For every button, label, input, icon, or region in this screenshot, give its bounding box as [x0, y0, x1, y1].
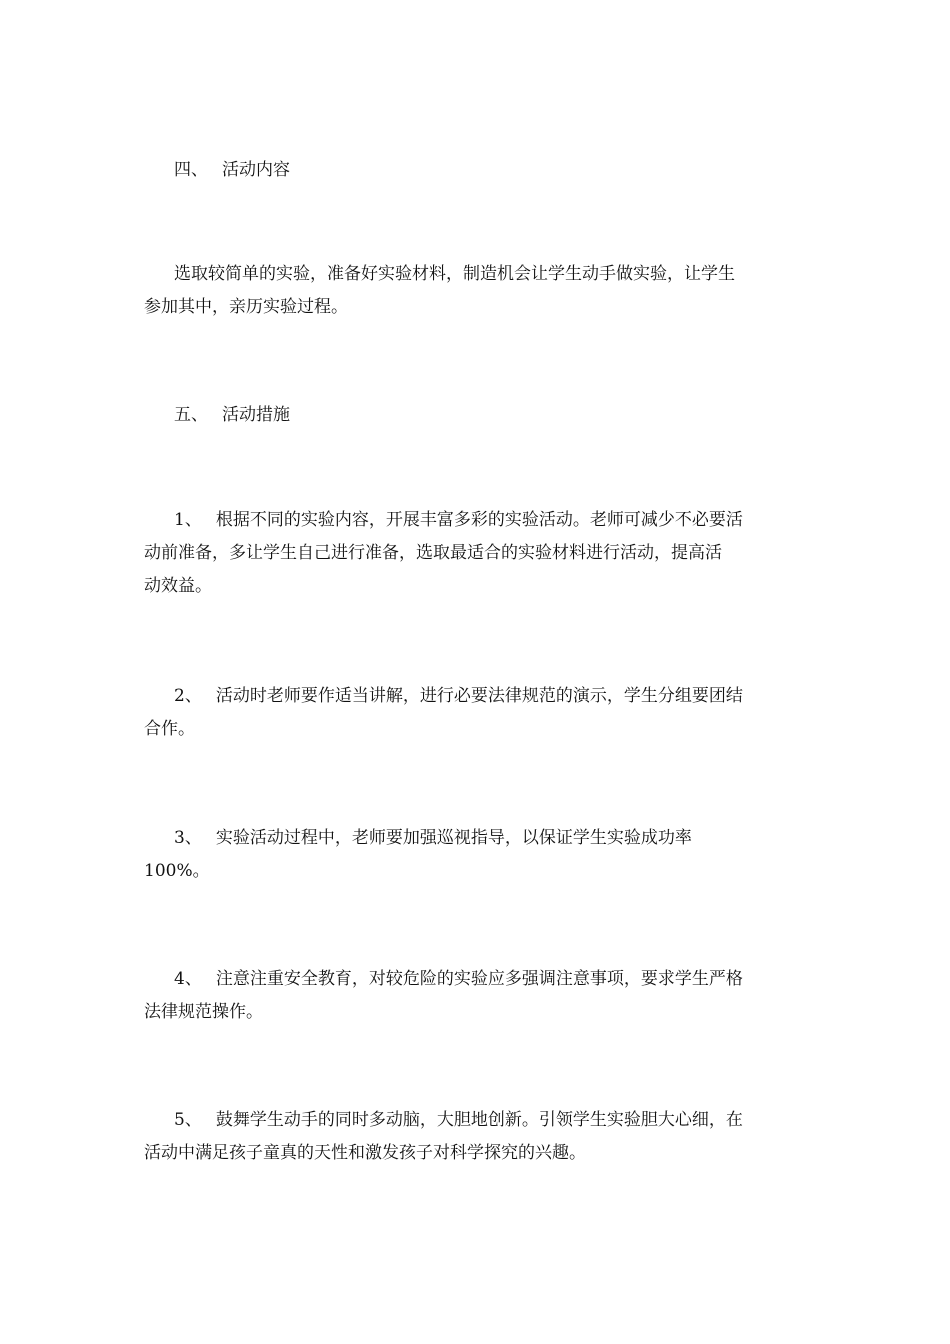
item-number: 2、 — [174, 686, 202, 706]
item-number: 3、 — [174, 828, 202, 848]
item-line: 活动中满足孩子童真的天性和激发孩子对科学探究的兴趣。 — [144, 1143, 586, 1163]
measure-item-4 — [144, 963, 808, 1029]
item-line: 根据不同的实验内容，开展丰富多彩的实验活动。老师可减少不必要活 — [215, 510, 743, 530]
item-number: 1、 — [174, 510, 202, 530]
measure-item-2 — [144, 680, 808, 746]
item-number: 5、 — [174, 1110, 202, 1130]
item-line: 合作。 — [144, 719, 195, 739]
measure-item-1 — [144, 504, 808, 603]
item-line: 注意注重安全教育，对较危险的实验应多强调注意事项，要求学生严格 — [215, 969, 743, 989]
item-number: 4、 — [174, 969, 202, 989]
item-line: 活动时老师要作适当讲解，进行必要法律规范的演示，学生分组要团结 — [215, 686, 743, 706]
measure-item-5 — [144, 1104, 808, 1170]
item-line: 动效益。 — [144, 576, 212, 596]
section-5-heading — [144, 399, 808, 432]
item-line: 动前准备，多让学生自己进行准备，选取最适合的实验材料进行活动，提高活 — [144, 543, 722, 563]
section-4-number: 四、 — [174, 160, 208, 180]
paragraph-line: 选取较简单的实验，准备好实验材料，制造机会让学生动手做实验，让学生 — [174, 264, 735, 284]
section-4-paragraph — [144, 258, 808, 324]
section-4-title: 活动内容 — [222, 160, 290, 180]
paragraph-line: 参加其中，亲历实验过程。 — [144, 297, 348, 317]
item-line: 鼓舞学生动手的同时多动脑，大胆地创新。引领学生实验胆大心细，在 — [215, 1110, 743, 1130]
item-line: 法律规范操作。 — [144, 1002, 263, 1022]
item-line: 实验活动过程中，老师要加强巡视指导，以保证学生实验成功率 — [215, 828, 692, 848]
section-4-heading — [144, 154, 808, 187]
section-5-number: 五、 — [174, 405, 208, 425]
section-5-title: 活动措施 — [222, 405, 290, 425]
item-line: 100%。 — [144, 861, 210, 881]
measure-item-3 — [144, 822, 808, 888]
